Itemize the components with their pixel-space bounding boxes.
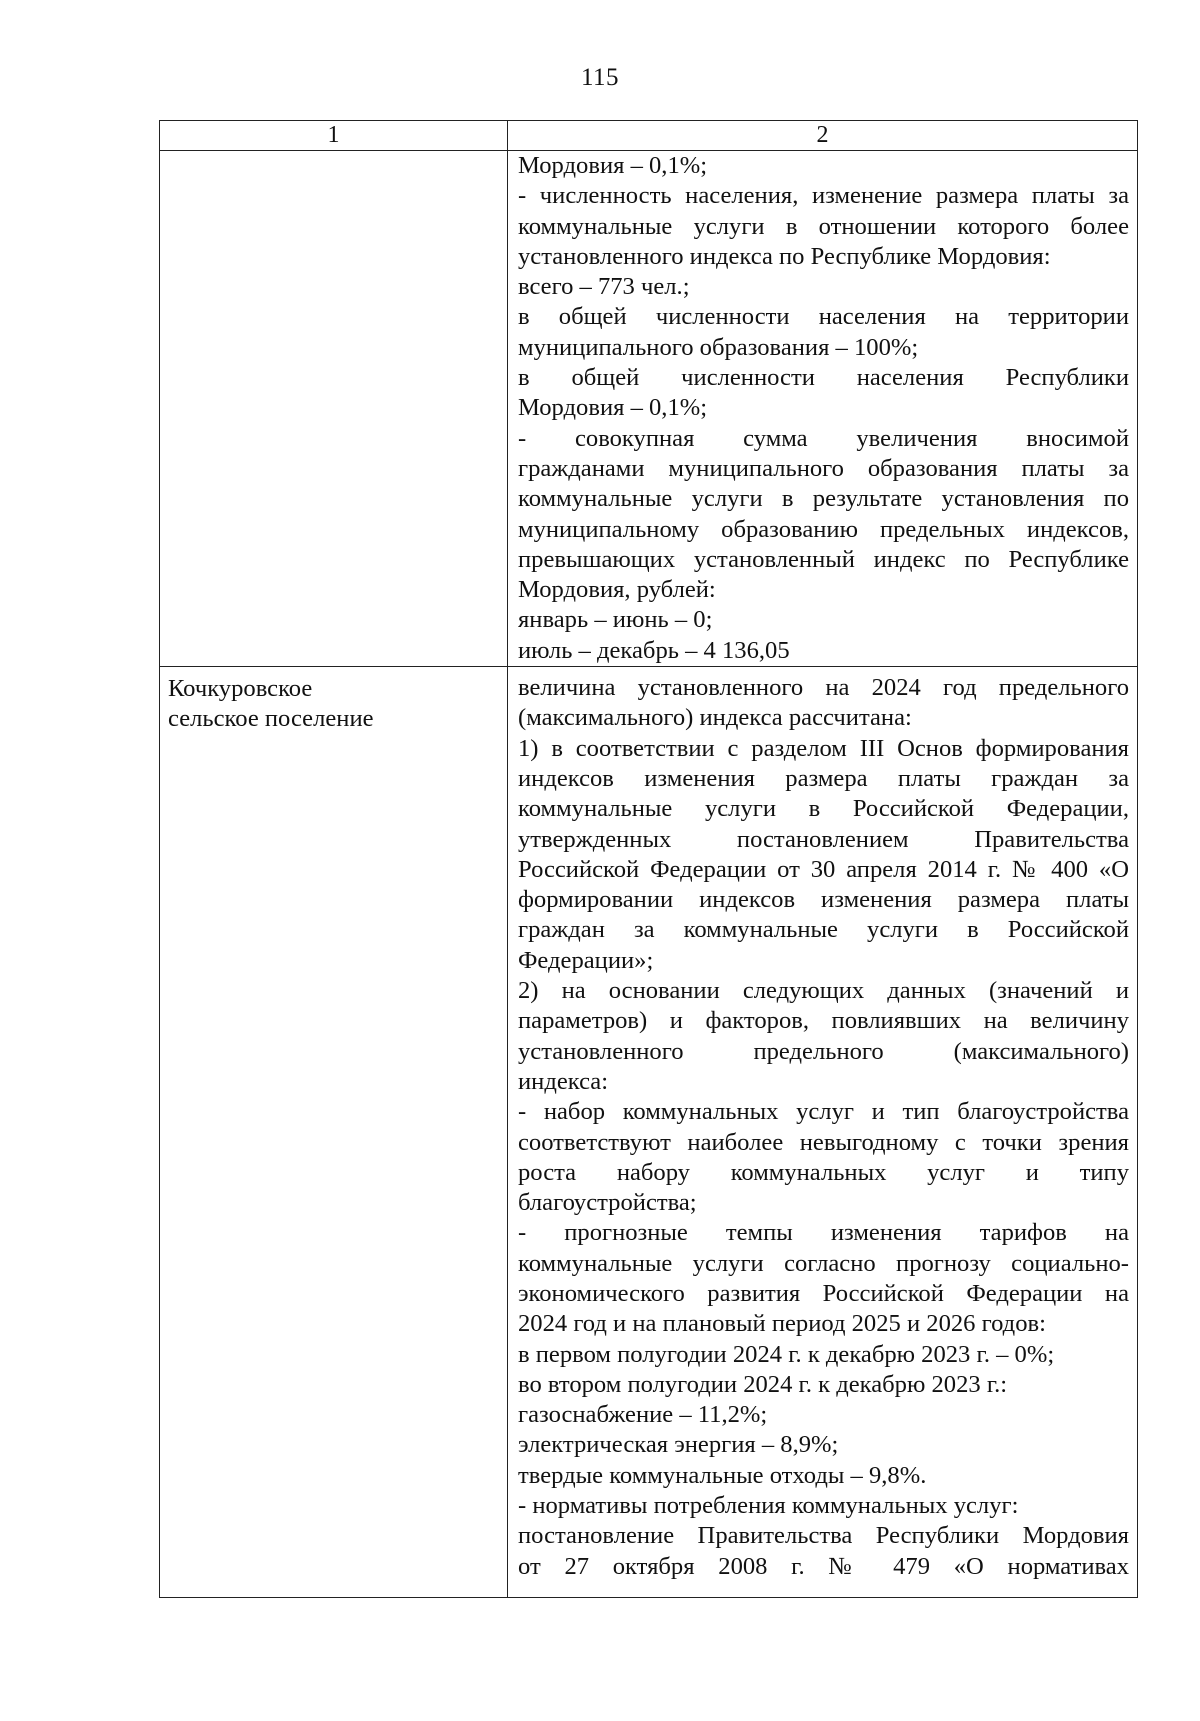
table-row xyxy=(160,667,1138,1598)
text-line: - набор коммунальных услуг и тип благоустройства xyxy=(518,1098,1129,1126)
text-line: Мордовия, рублей: xyxy=(518,576,716,604)
text-line: 2) на основании следующих данных (значений и xyxy=(518,977,1129,1005)
text-line: газоснабжение – 11,2%; xyxy=(518,1401,768,1429)
text-line: твердые коммунальные отходы – 9,8%. xyxy=(518,1461,927,1489)
text-line: в первом полугодии 2024 г. к декабрю 2023 г. – 0%; xyxy=(518,1340,1055,1368)
text-line: в общей численности населения Республики xyxy=(518,364,1129,392)
text-line: коммунальные услуги согласно прогнозу социально- xyxy=(518,1249,1129,1277)
text-line: Федерации»; xyxy=(518,946,654,974)
description-cell xyxy=(508,667,1138,1598)
text-line: - численность населения, изменение размера платы за xyxy=(518,182,1129,210)
text-line: - нормативы потребления коммунальных услуг: xyxy=(518,1492,1019,1520)
document-table xyxy=(159,120,1138,1598)
text-line: июль – декабрь – 4 136,05 xyxy=(518,636,790,664)
text-line: 2024 год и на плановый период 2025 и 2026 годов: xyxy=(518,1310,1046,1338)
text-line: в общей численности населения на территории xyxy=(518,303,1129,331)
text-line: (максимального) индекса рассчитана: xyxy=(518,704,912,732)
text-line: величина установленного на 2024 год предельного xyxy=(518,674,1129,702)
text-line: Российской Федерации от 30 апреля 2014 г. № 400 «О xyxy=(518,855,1129,883)
text-line: коммунальные услуги в отношении которого более xyxy=(518,212,1129,240)
text-line: благоустройства; xyxy=(518,1189,697,1217)
text-line: установленного индекса по Республике Мордовия: xyxy=(518,242,1051,270)
text-line: 1) в соответствии с разделом III Основ формирования xyxy=(518,734,1129,762)
text-line: муниципального образования – 100%; xyxy=(518,333,919,361)
text-line: во втором полугодии 2024 г. к декабрю 2023 г.: xyxy=(518,1370,1008,1398)
municipality-cell xyxy=(160,667,508,1598)
text-line: постановление Правительства Республики Мордовия xyxy=(518,1522,1129,1550)
text-line: превышающих установленный индекс по Республике xyxy=(518,545,1129,573)
text-line: гражданами муниципального образования платы за xyxy=(518,454,1129,482)
text-line: всего – 773 чел.; xyxy=(518,273,690,301)
table-header-row xyxy=(160,121,1138,151)
table-row xyxy=(160,151,1138,667)
description-cell xyxy=(508,151,1138,667)
page-number: 115 xyxy=(580,64,620,91)
text-line: параметров) и факторов, повлиявших на величину xyxy=(518,1007,1129,1035)
text-line: Мордовия – 0,1%; xyxy=(518,394,708,422)
municipality-cell xyxy=(160,151,508,667)
text-line: индексов изменения размера платы граждан за xyxy=(518,764,1129,792)
text-line: установленного предельного (максимального) xyxy=(518,1037,1129,1065)
column-header-2: 2 xyxy=(508,121,1138,151)
text-line: утвержденных постановлением Правительства xyxy=(518,825,1129,853)
municipality-name-line: сельское поселение xyxy=(168,705,374,733)
text-line: граждан за коммунальные услуги в Российской xyxy=(518,916,1129,944)
municipality-name-line: Кочкуровское xyxy=(168,675,313,703)
column-header-1: 1 xyxy=(160,121,508,151)
text-line: муниципальному образованию предельных индексов, xyxy=(518,515,1129,543)
text-line: коммунальные услуги в результате установления по xyxy=(518,485,1129,513)
text-line: от 27 октября 2008 г. № 479 «О нормативах xyxy=(518,1552,1129,1580)
text-line: соответствуют наиболее невыгодному с точки зрения xyxy=(518,1128,1129,1156)
text-line: - прогнозные темпы изменения тарифов на xyxy=(518,1219,1129,1247)
text-line: электрическая энергия – 8,9%; xyxy=(518,1431,839,1459)
text-line: январь – июнь – 0; xyxy=(518,606,713,634)
text-line: роста набору коммунальных услуг и типу xyxy=(518,1158,1129,1186)
text-line: Мордовия – 0,1%; xyxy=(518,152,708,179)
text-line: формировании индексов изменения размера платы xyxy=(518,886,1129,914)
text-line: - совокупная сумма увеличения вносимой xyxy=(518,424,1129,452)
text-line: коммунальные услуги в Российской Федерации, xyxy=(518,795,1129,823)
text-line: экономического развития Российской Федерации на xyxy=(518,1279,1129,1307)
text-line: индекса: xyxy=(518,1067,609,1095)
